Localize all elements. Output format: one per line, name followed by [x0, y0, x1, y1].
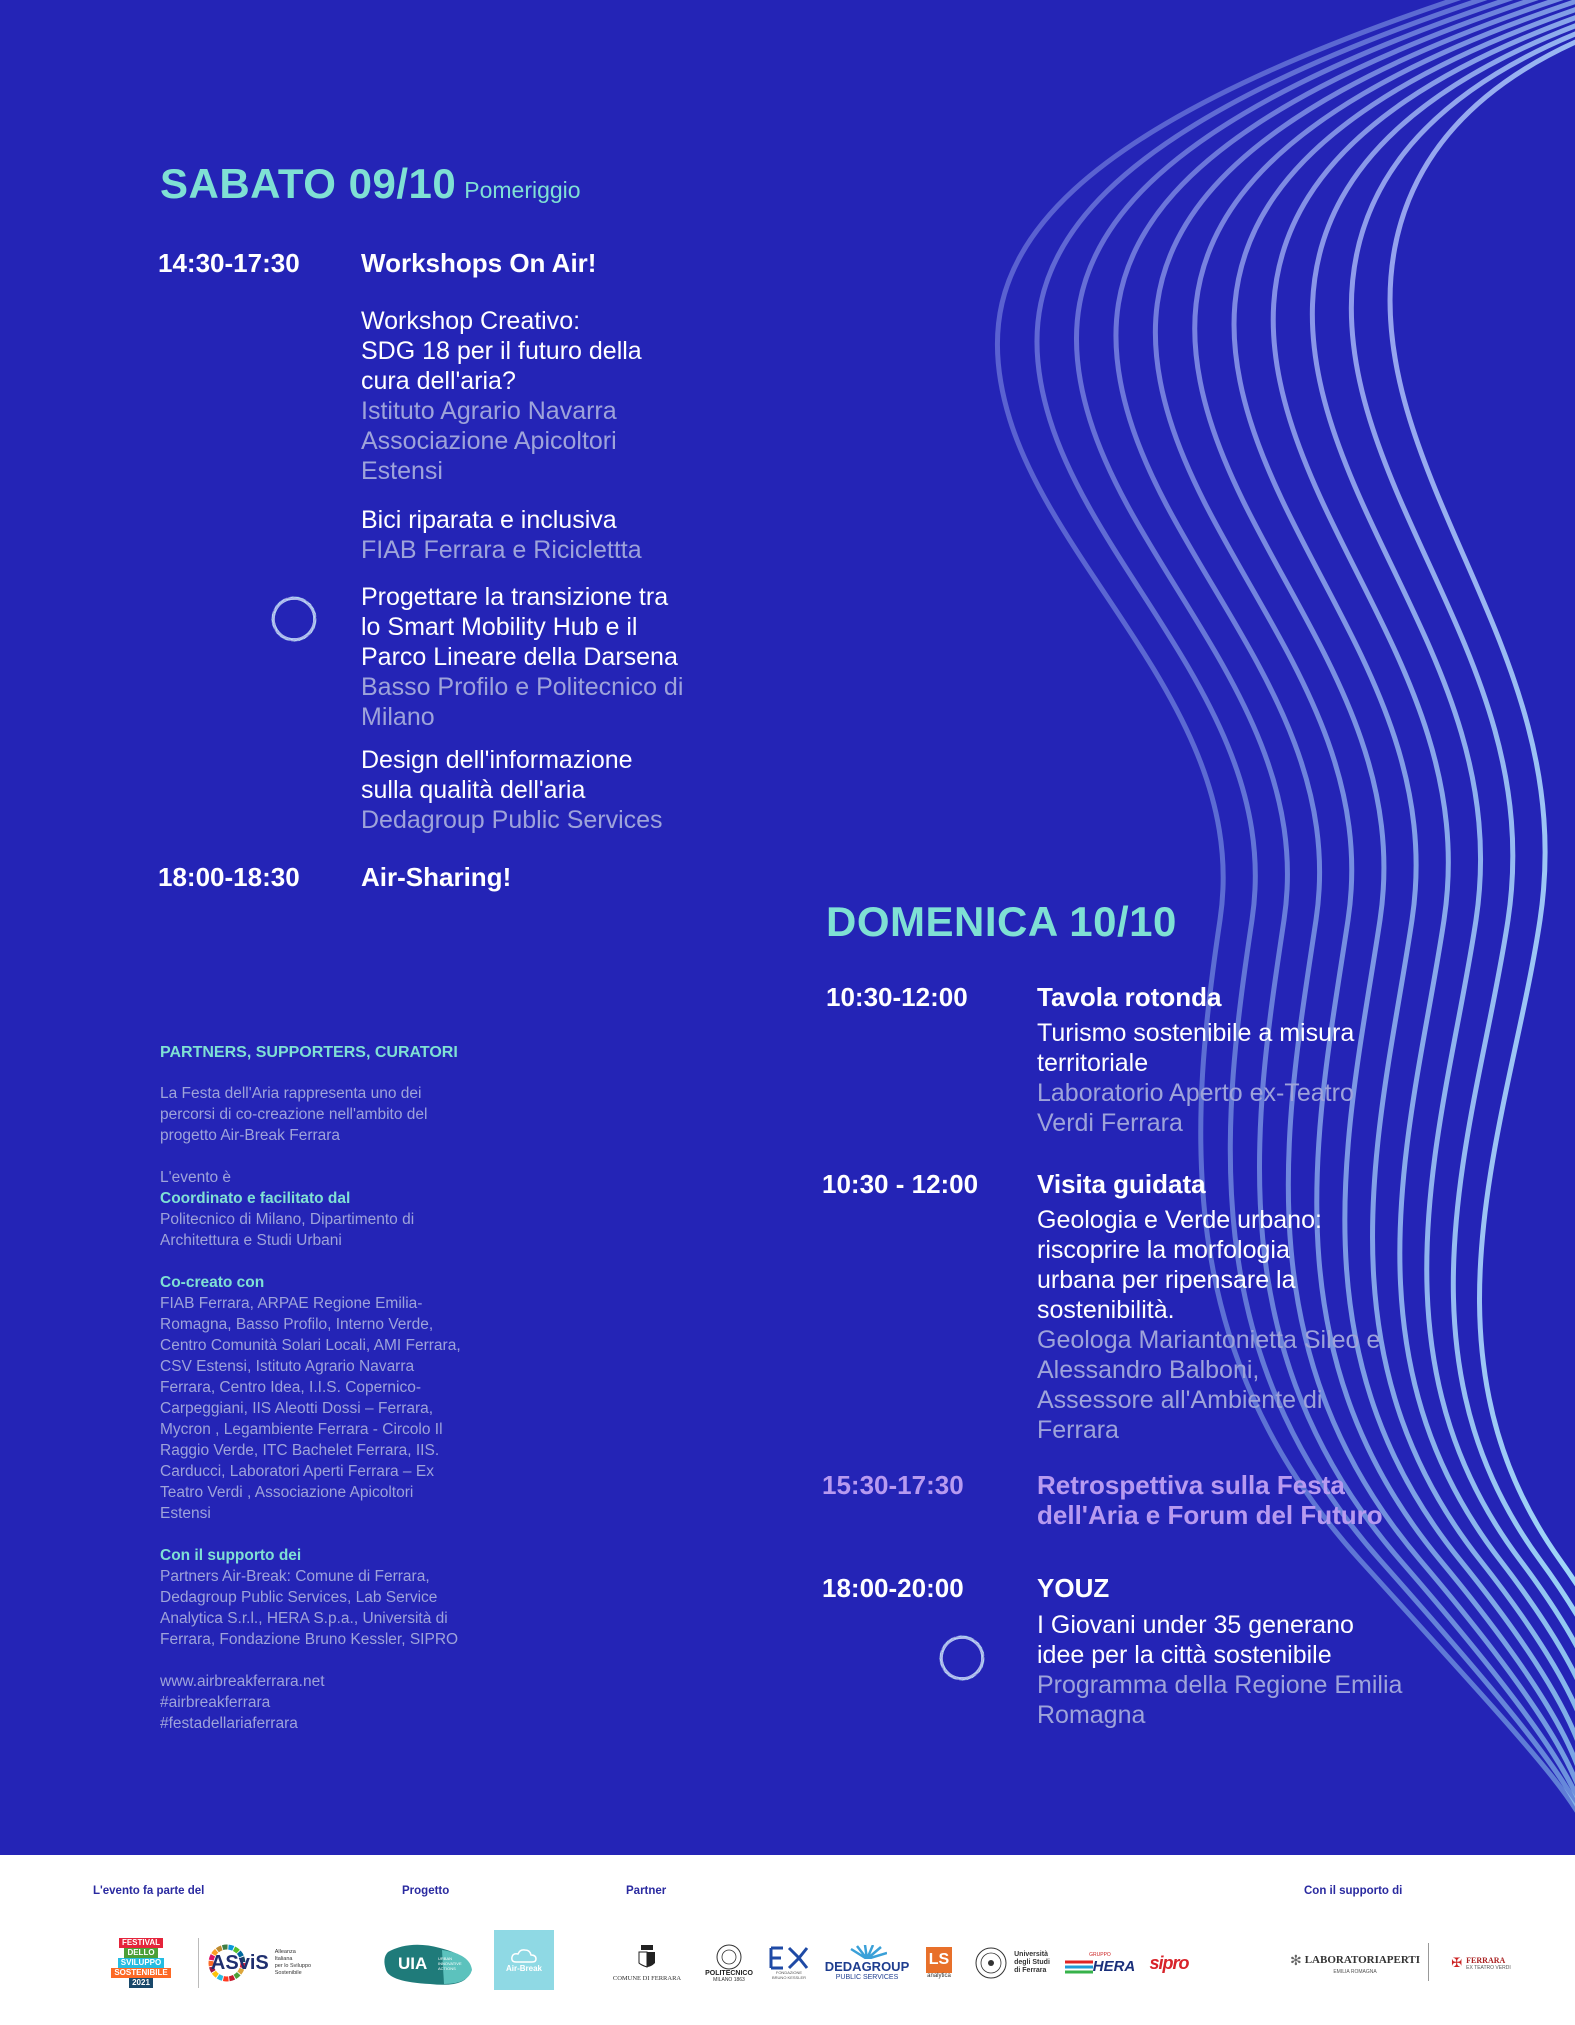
unife-logo: Università degli Studi di Ferrara: [964, 1935, 1060, 1991]
sun-item1-time: 10:30-12:00: [826, 982, 968, 1012]
website-link[interactable]: www.airbreakferrara.net: [160, 1673, 325, 1690]
uia-shape-icon: [380, 1940, 480, 1988]
sun-item4-time: 18:00-20:00: [822, 1573, 964, 1603]
politecnico-logo: POLITECNICO MILANO 1863: [698, 1935, 760, 1991]
sat-event-design: Design dell'informazione sulla qualità dell'aria Dedagroup Public Services: [361, 746, 663, 834]
sipro-logo: sipro: [1149, 1952, 1189, 1973]
partners-heading: PARTNERS, SUPPORTERS, CURATORI: [160, 1044, 458, 1061]
footer-label-progetto: Progetto: [402, 1885, 450, 1897]
sun-item3-head: Retrospettiva sulla Festa dell'Aria e Forum del Futuro: [1037, 1470, 1383, 1530]
laboratori-aperti-logo: ✻ LABORATORIAPERTI EMILIA ROMAGNA: [1289, 1951, 1421, 1975]
sat-event-progettare: Progettare la transizione tra lo Smart Mobility Hub e il Parco Lineare della Darsena Basso Profilo e Politecnico di Milano: [361, 583, 684, 731]
fbk-mark-icon: [769, 1946, 809, 1970]
uia-logo: UIA URBAN INNOVATIVE ACTIONS: [380, 1940, 480, 1988]
sat-slot1-time: 14:30-17:30: [158, 248, 300, 278]
coat-of-arms-icon: [637, 1945, 657, 1971]
sat-slot2-time: 18:00-18:30: [158, 862, 300, 892]
asvis-ring-segment: [223, 1947, 228, 1948]
sat-event-workshop: Workshop Creativo: SDG 18 per il futuro della cura dell'aria? Istituto Agrario Navarra Associazione Apicoltori Estensi: [361, 307, 642, 485]
footer-label-supporto: Con il supporto di: [1304, 1885, 1403, 1897]
divider: [1428, 1943, 1429, 1981]
hera-logo: GRUPPO HERA: [1064, 1935, 1136, 1991]
hashtag-link[interactable]: #airbreakferrara: [160, 1694, 271, 1711]
dedagroup-logo: DEDAGROUP PUBLIC SERVICES: [820, 1935, 914, 1991]
divider: [198, 1938, 199, 1988]
sat-slot2-head: Air-Sharing!: [361, 862, 512, 892]
sun-item1-head: Tavola rotonda: [1037, 982, 1222, 1012]
footer-label-partner: Partner: [626, 1885, 667, 1897]
sun-item2-time: 10:30 - 12:00: [822, 1169, 979, 1199]
cloud-icon: [511, 1948, 537, 1964]
wave-line: [1273, 16, 1575, 1855]
polimi-seal-icon: [716, 1944, 742, 1970]
asvis-ring-segment: [229, 1977, 234, 1979]
asvis-ring-segment: [228, 1947, 233, 1948]
footer-label-festival: L'evento fa parte del: [93, 1885, 205, 1897]
wave-line: [1234, 8, 1575, 1855]
hashtag-link[interactable]: #festadellariaferrara: [160, 1715, 298, 1732]
saturday-subtitle: Pomeriggio: [464, 177, 581, 203]
fbk-logo: FONDAZIONE BRUNO KESSLER: [766, 1935, 812, 1991]
sunday-title: DOMENICA 10/10: [826, 898, 1177, 945]
dots-icon: ✻: [1289, 1951, 1302, 1968]
asvis-ring-segment: [217, 1948, 221, 1950]
ls-analytica-logo: LS analytica: [922, 1935, 956, 1991]
sat-slot1-head: Workshops On Air!: [361, 248, 597, 278]
hera-stripes-icon: [1065, 1958, 1093, 1974]
unife-seal-icon: [974, 1946, 1008, 1980]
cross-icon: ✠: [1451, 1955, 1463, 1970]
sat-event-bici: Bici riparata e inclusiva FIAB Ferrara e Riciclettta: [361, 506, 642, 564]
asvis-ring-segment: [218, 1976, 223, 1978]
partners-text: La Festa dell'Aria rappresenta uno dei percorsi di co-creazione nell'ambito del progetto Air-Break Ferrara L'evento è Coordinato e facilitato dal Politecnico di Milano, Dipartimento di Architettura e Studi Urbani Co-creato con FIAB Ferrara, ARPAE Regione Emilia- Romagna, Basso Profilo, Interno Verde, Centro Comunità Solari Locali, AMI Ferrara, CSV Estensi, Istituto Agrario Navarra Ferrara, Centro Idea, I.I.S. Copernico- Carpeggiani, IIS Aleotti Dossi – Ferrara, Mycron , Legambiente Ferrara - Circolo Il Raggio Verde, ITC Bachelet Ferrara, IIS. Carducci, Laboratori Aperti Ferrara – Ex Teatro Verdi , Associazione Apicoltori Estensi Con il supporto dei Partners Air-Break: Comune di Ferrara, Dedagroup Public Services, Lab Service Analytica S.r.l., HERA S.p.a., Università di Ferrara, Fondazione Bruno Kessler, SIPRO www.airbreakferrara.net #airbreakferrara #festadellariaferrara: [160, 1083, 520, 1734]
comune-ferrara-logo: COMUNE DI FERRARA: [606, 1935, 688, 1991]
sun-item3-time: 15:30-17:30: [822, 1470, 964, 1500]
saturday-title: SABATO 09/10 Pomeriggio: [160, 160, 581, 207]
sun-item2-head: Visita guidata: [1037, 1169, 1206, 1199]
sun-item4-detail: I Giovani under 35 generano idee per la città sostenibile Programma della Regione Emilia Romagna: [1037, 1611, 1403, 1729]
sun-item1-detail: Turismo sostenibile a misura territoriale Laboratorio Aperto ex-Teatro Verdi Ferrara: [1037, 1019, 1355, 1137]
asvis-logo: ASviS Alleanza Italiana per lo Sviluppo Sostenibile: [205, 1938, 315, 1988]
air-break-logo: Air-Break: [494, 1930, 554, 1990]
footer-logos: [0, 1855, 1575, 2025]
sun-item4-head: YOUZ: [1037, 1573, 1110, 1603]
sun-item2-detail: Geologia e Verde urbano: riscoprire la morfologia urbana per ripensare la sostenibilità. Geologa Mariantonietta Sileo e Alessandro Balboni, Assessore all'Ambiente di Ferrara: [1037, 1206, 1381, 1444]
spiral-star-icon: [262, 587, 326, 651]
spiral-star-icon: [930, 1626, 994, 1690]
wave-line: [1351, 32, 1575, 1855]
ferrara-teatro-logo: ✠ FERRARA EX TEATRO VERDI: [1451, 1955, 1511, 1971]
dedagroup-fan-icon: [847, 1945, 887, 1959]
festival-sviluppo-logo: FESTIVAL DELLO SVILUPPO SOSTENIBILE 2021: [93, 1938, 189, 1988]
